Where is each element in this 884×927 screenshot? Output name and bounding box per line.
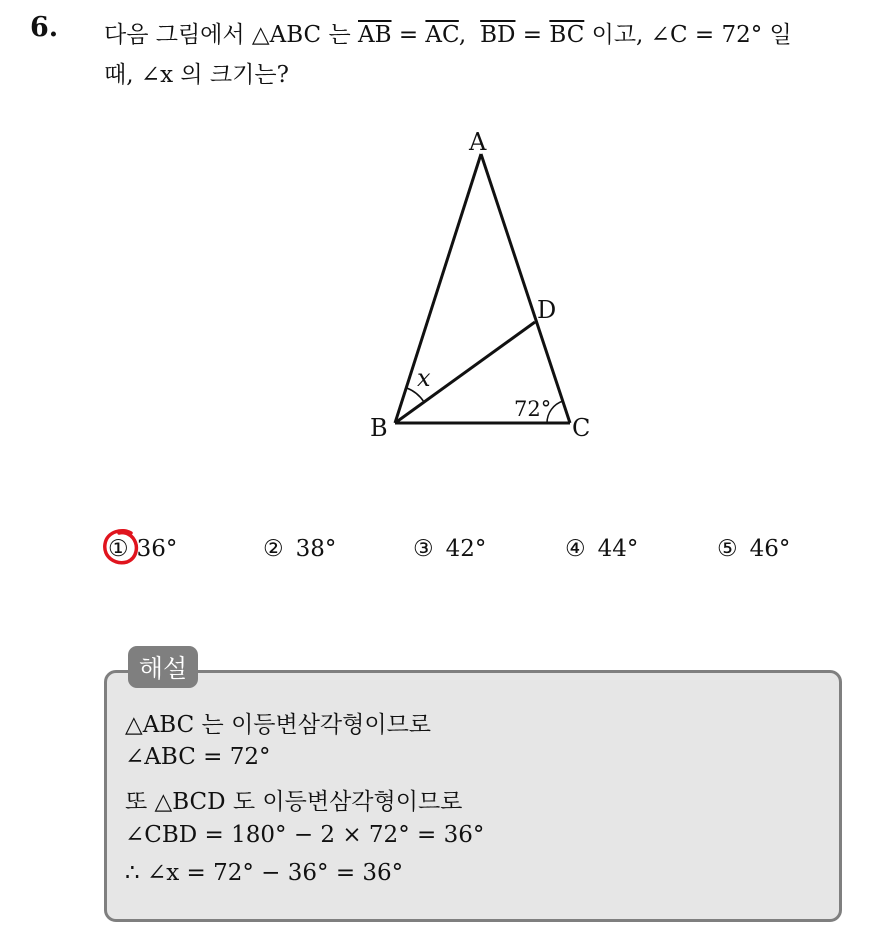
question-line-2: 때, ∠x 의 크기는? <box>104 62 289 88</box>
side-ab <box>395 154 481 423</box>
choice-2[interactable] <box>263 536 336 562</box>
choice-5-symbol: ⑤ <box>717 536 738 562</box>
solution-line-1: △ABC 는 이등변삼각형이므로 <box>125 712 432 738</box>
choice-4-symbol: ④ <box>565 536 586 562</box>
solution-line-4: ∠CBD = 180° − 2 × 72° = 36° <box>125 822 485 848</box>
question-number: 6. <box>30 12 59 43</box>
equals-sign: = <box>515 22 550 48</box>
label-a: A <box>469 128 487 156</box>
solution-tag: 해설 <box>128 646 198 688</box>
segment-bc: $\overline{BC}$ <box>549 22 585 48</box>
solution-line-5: ∴ ∠x = 72° − 36° = 36° <box>125 860 404 886</box>
angle-x-label: x <box>417 364 431 392</box>
comma: , <box>458 22 467 48</box>
answer-circle-mark <box>101 527 141 567</box>
question-text-start: 다음 그림에서 △ABC 는 <box>104 22 358 48</box>
label-b: B <box>370 414 388 442</box>
question-text-end: 이고, ∠C = 72° 일 <box>584 22 792 48</box>
choice-1-symbol: ① <box>108 536 129 562</box>
choice-3-value: 42° <box>445 536 487 562</box>
solution-line-3: 또 △BCD 도 이등변삼각형이므로 <box>125 789 463 815</box>
segment-ab: $\overline{AB}$ <box>358 22 392 48</box>
choice-3-symbol: ③ <box>413 536 434 562</box>
equals-sign: = <box>391 22 426 48</box>
choice-4-value: 44° <box>597 536 639 562</box>
choice-1-value: 36° <box>136 536 178 562</box>
angle-c-label: 72° <box>514 397 552 421</box>
choice-2-value: 38° <box>295 536 337 562</box>
label-d: D <box>537 296 557 324</box>
segment-ac: $\overline{AC}$ <box>425 22 459 48</box>
choice-3[interactable] <box>413 536 486 562</box>
side-ac <box>481 154 570 423</box>
segment-bd: $\overline{BD}$ <box>480 22 516 48</box>
choice-4[interactable] <box>565 536 638 562</box>
choice-5-value: 46° <box>749 536 791 562</box>
choice-5[interactable] <box>717 536 790 562</box>
label-c: C <box>572 414 591 442</box>
choice-2-symbol: ② <box>263 536 284 562</box>
solution-line-2: ∠ABC = 72° <box>125 744 271 770</box>
